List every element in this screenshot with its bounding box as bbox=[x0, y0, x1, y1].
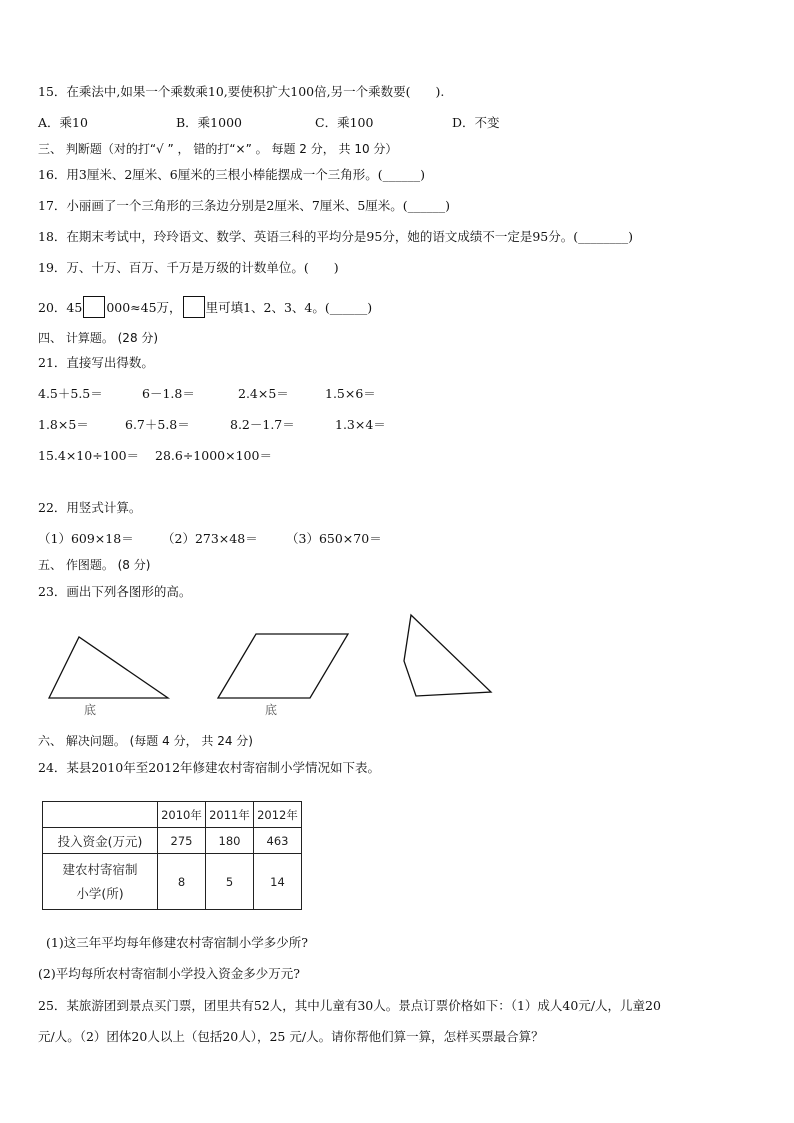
question-25-line-1: 25．某旅游团到景点买门票，团里共有52人，其中儿童有30人。景点订票价格如下：（1）成人40元/人，儿童20 bbox=[38, 998, 661, 1013]
question-22-items bbox=[38, 531, 758, 547]
section-6-heading: 六、 解决问题。 (每题 4 分， 共 24 分) bbox=[38, 734, 253, 748]
calc-item: 1.3×4＝ bbox=[335, 417, 386, 432]
section-3-heading: 三、 判断题（对的打“√ ” ， 错的打“×” 。 每题 2 分， 共 10 分） bbox=[38, 142, 398, 156]
calc-item: 4.5＋5.5＝ bbox=[38, 386, 103, 401]
quadrilateral-figure bbox=[404, 615, 491, 696]
question-21-row-1 bbox=[38, 386, 758, 402]
table-corner-cell bbox=[43, 802, 158, 828]
option-c: C．乘100 bbox=[315, 115, 374, 130]
calc-item: 15.4×10÷100＝ bbox=[38, 448, 140, 463]
calc-item: 6－1.8＝ bbox=[142, 386, 195, 401]
table-header-cell: 2012年 bbox=[254, 802, 302, 828]
question-21-title: 21．直接写出得数。 bbox=[38, 355, 154, 370]
table-cell: 5 bbox=[206, 854, 254, 910]
question-20 bbox=[38, 296, 372, 318]
question-24-sub-2: (2)平均每所农村寄宿制小学投入资金多少万元? bbox=[38, 966, 300, 981]
blank-box bbox=[83, 296, 105, 318]
vertical-calc-item: （2）273×48＝ bbox=[162, 531, 258, 546]
calc-item: 1.5×6＝ bbox=[325, 386, 376, 401]
option-b: B．乘1000 bbox=[176, 115, 242, 130]
row-label-cell: 投入资金(万元) bbox=[43, 828, 158, 854]
question-23-title: 23．画出下列各图形的高。 bbox=[38, 584, 192, 599]
question-15: 15．在乘法中,如果一个乘数乘10,要使积扩大100倍,另一个乘数要( ). bbox=[38, 84, 445, 99]
table-header-cell: 2010年 bbox=[158, 802, 206, 828]
data-table bbox=[42, 801, 302, 910]
section-4-heading: 四、 计算题。 (28 分) bbox=[38, 331, 159, 345]
question-17: 17．小丽画了一个三角形的三条边分别是2厘米、7厘米、5厘米。(______) bbox=[38, 198, 451, 213]
option-a: A．乘10 bbox=[38, 115, 88, 130]
parallelogram-base-label: 底 bbox=[265, 703, 278, 717]
calc-item: 2.4×5＝ bbox=[238, 386, 289, 401]
row-label-line-2: 小学(所) bbox=[76, 885, 124, 901]
question-16: 16．用3厘米、2厘米、6厘米的三根小棒能摆成一个三角形。(______) bbox=[38, 167, 426, 182]
question-20-part-c: 里可填1、2、3、4。(______) bbox=[205, 300, 373, 315]
triangle-base-label: 底 bbox=[84, 703, 97, 717]
table-cell: 8 bbox=[158, 854, 206, 910]
table-row bbox=[43, 828, 302, 854]
parallelogram-figure bbox=[218, 634, 348, 698]
question-24-title: 24．某县2010年至2012年修建农村寄宿制小学情况如下表。 bbox=[38, 760, 381, 775]
question-21-row-3 bbox=[38, 448, 758, 464]
calc-item: 1.8×5＝ bbox=[38, 417, 89, 432]
question-18: 18．在期末考试中，玲玲语文、数学、英语三科的平均分是95分，她的语文成绩不一定是95分。(________) bbox=[38, 229, 633, 244]
calc-item: 28.6÷1000×100＝ bbox=[155, 448, 272, 463]
question-20-part-b: 000≈45万， bbox=[106, 300, 182, 315]
question-25-line-2: 元/人。（2）团体20人以上（包括20人），25 元/人。请你帮他们算一算，怎样买票最合算？ bbox=[38, 1029, 544, 1044]
question-22-title: 22．用竖式计算。 bbox=[38, 500, 142, 515]
table-row bbox=[43, 854, 302, 910]
table-header-cell: 2011年 bbox=[206, 802, 254, 828]
option-d: D．不变 bbox=[452, 115, 500, 130]
row-label-cell bbox=[43, 854, 158, 910]
table-cell: 180 bbox=[206, 828, 254, 854]
row-label-line-1: 建农村寄宿制 bbox=[62, 861, 138, 877]
vertical-calc-item: （1）609×18＝ bbox=[38, 531, 134, 546]
blank-box bbox=[183, 296, 205, 318]
calc-item: 6.7＋5.8＝ bbox=[125, 417, 190, 432]
table-cell: 275 bbox=[158, 828, 206, 854]
triangle-figure bbox=[49, 637, 168, 698]
question-19: 19．万、十万、百万、千万是万级的计数单位。( ) bbox=[38, 260, 339, 275]
question-20-part-a: 20．45 bbox=[38, 300, 83, 315]
table-header-row bbox=[43, 802, 302, 828]
table-cell: 14 bbox=[254, 854, 302, 910]
question-15-options bbox=[38, 115, 758, 131]
question-24-sub-1: (1)这三年平均每年修建农村寄宿制小学多少所? bbox=[46, 935, 308, 950]
vertical-calc-item: （3）650×70＝ bbox=[286, 531, 382, 546]
section-5-heading: 五、 作图题。 (8 分) bbox=[38, 558, 151, 572]
calc-item: 8.2－1.7＝ bbox=[230, 417, 295, 432]
geometry-figures bbox=[0, 600, 794, 730]
table-cell: 463 bbox=[254, 828, 302, 854]
question-21-row-2 bbox=[38, 417, 758, 433]
